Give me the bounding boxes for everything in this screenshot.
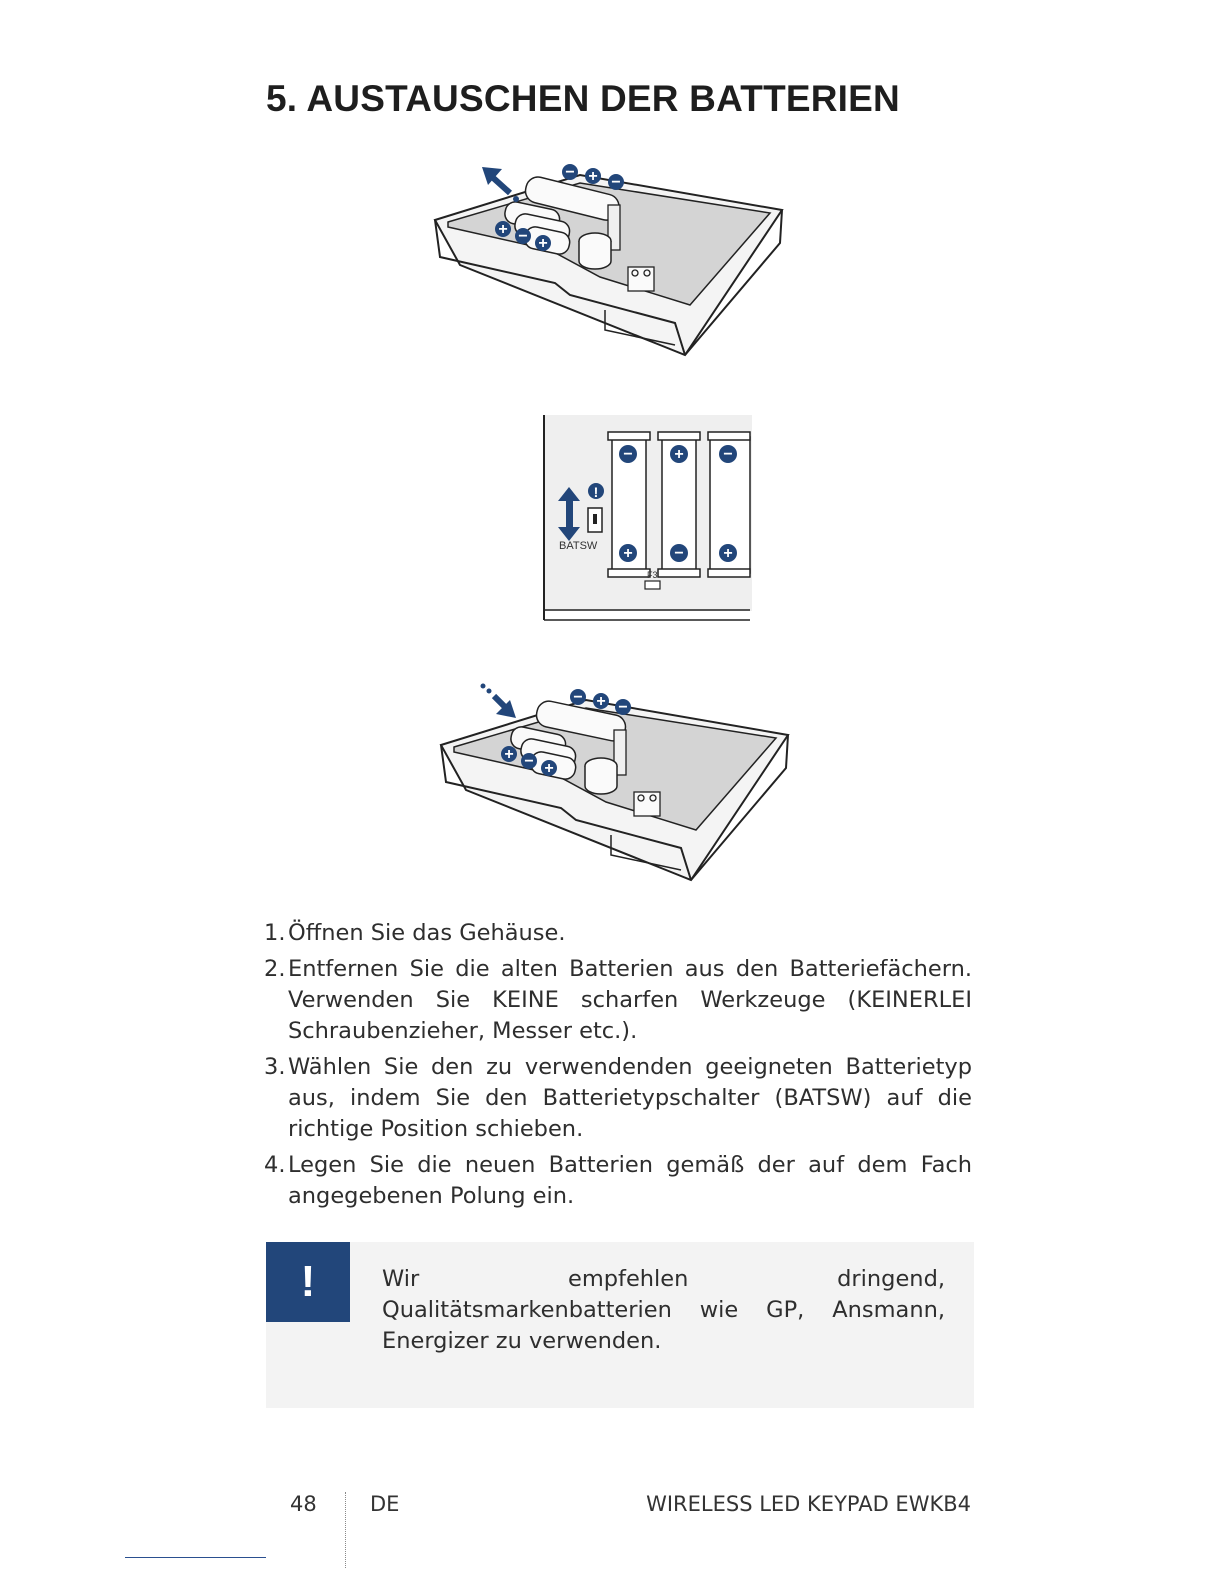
step-text: Entfernen Sie die alten Batterien aus den Batteriefächern. Verwenden Sie KEINE scharfen Werkzeuge (KEINERLEI Schraubenzieher, Messer etc.). — [288, 956, 972, 1044]
exclamation-icon: ! — [266, 1242, 350, 1322]
footer-language: DE — [370, 1492, 400, 1516]
step-number: 3. — [264, 1054, 286, 1080]
step-item — [264, 1150, 972, 1212]
step-number: 2. — [264, 956, 286, 982]
svg-text:+: + — [538, 235, 548, 252]
svg-text:−: − — [623, 446, 633, 463]
notice-text: Wir empfehlen dringend, Qualitätsmarkenbatterien wie GP, Ansmann, Energizer zu verwenden. — [382, 1266, 945, 1354]
insert-arrow-icon — [481, 684, 517, 719]
step-item — [264, 954, 972, 1047]
svg-text:+: + — [544, 760, 554, 777]
svg-text:−: − — [611, 174, 621, 191]
batsw-label: BATSW — [559, 540, 598, 552]
svg-text:+: + — [504, 746, 514, 763]
svg-text:!: ! — [593, 484, 599, 500]
page-number: 48 — [290, 1492, 317, 1516]
page-title: 5. AUSTAUSCHEN DER BATTERIEN — [266, 78, 900, 119]
svg-text:+: + — [596, 693, 606, 710]
step-item — [264, 1052, 972, 1145]
fuse — [645, 581, 660, 589]
step-text: Wählen Sie den zu verwendenden geeigneten Batterietyp aus, indem Sie den Batterietypschalter (BATSW) auf die richtige Position schieben. — [288, 1054, 972, 1142]
step-number: 1. — [264, 920, 286, 946]
step-item — [264, 918, 972, 949]
instruction-steps — [264, 918, 972, 1217]
step-text: Öffnen Sie das Gehäuse. — [288, 920, 566, 946]
svg-text:+: + — [723, 545, 733, 562]
footer-divider — [345, 1492, 346, 1568]
svg-text:+: + — [498, 221, 508, 238]
svg-text:−: − — [524, 753, 534, 770]
step-text: Legen Sie die neuen Batterien gemäß der auf dem Fach angegebenen Polung ein. — [288, 1152, 972, 1209]
svg-text:−: − — [618, 699, 628, 716]
figure-battery-compartment — [540, 413, 752, 625]
svg-text:−: − — [573, 689, 583, 706]
figure-insert-battery — [436, 680, 806, 895]
svg-text:+: + — [674, 446, 684, 463]
step-number: 4. — [264, 1152, 286, 1178]
svg-text:−: − — [565, 164, 575, 181]
footer-accent-line — [125, 1557, 266, 1558]
footer-product-name: WIRELESS LED KEYPAD EWKB4 — [646, 1492, 971, 1516]
notice-box — [266, 1242, 974, 1408]
fuse-label: F3 — [647, 570, 658, 580]
svg-text:−: − — [518, 228, 528, 245]
svg-text:−: − — [674, 545, 684, 562]
svg-text:−: − — [723, 446, 733, 463]
svg-text:+: + — [588, 168, 598, 185]
terminal-block — [628, 267, 654, 291]
figure-remove-battery — [430, 155, 800, 370]
svg-text:+: + — [623, 545, 633, 562]
